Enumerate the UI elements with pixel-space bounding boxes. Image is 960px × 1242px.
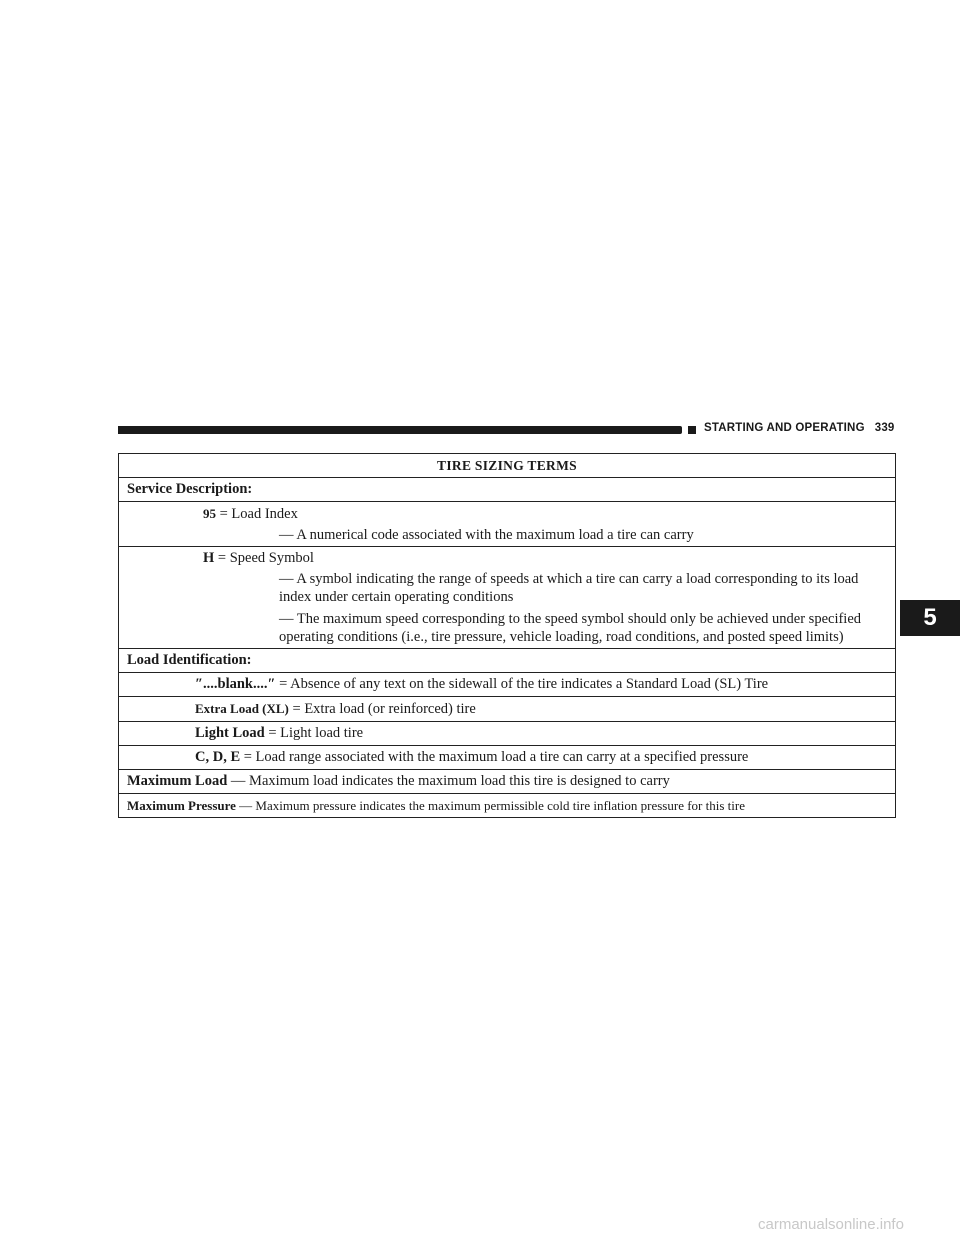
speed-symbol-line bbox=[127, 549, 887, 568]
load-identification-heading: Load Identification: bbox=[119, 648, 895, 672]
load-index-line bbox=[127, 504, 887, 524]
load-id-meaning: = Load range associated with the maximum load a tire can carry at a specified pressure bbox=[243, 749, 749, 765]
load-id-term: C, D, E bbox=[195, 749, 241, 765]
speed-symbol-meaning: = Speed Symbol bbox=[217, 550, 314, 566]
page-number: 339 bbox=[874, 422, 895, 434]
load-id-term: ″....blank....″ bbox=[195, 676, 276, 692]
load-id-term: Extra Load (XL) bbox=[195, 701, 289, 716]
load-id-meaning: = Absence of any text on the sidewall of the tire indicates a Standard Load (SL) Tire bbox=[279, 676, 769, 692]
maximum-load-meaning: — Maximum load indicates the maximum load this tire is designed to carry bbox=[230, 773, 670, 789]
speed-symbol-note: — The maximum speed corresponding to the speed symbol should only be achieved under specified operating conditions (i.e., tire pressure, vehicle loading, road conditions, and posted speed limits) bbox=[279, 611, 862, 645]
maximum-pressure-meaning: — Maximum pressure indicates the maximum permissible cold tire inflation pressure for this tire bbox=[239, 798, 745, 813]
chapter-tab: 5 bbox=[900, 600, 960, 636]
load-id-row bbox=[119, 745, 895, 769]
maximum-load-row bbox=[119, 769, 895, 793]
load-index-row bbox=[119, 501, 895, 546]
running-header bbox=[704, 422, 895, 434]
load-id-meaning: = Extra load (or reinforced) tire bbox=[292, 701, 476, 717]
load-id-row bbox=[119, 672, 895, 696]
load-index-meaning: = Load Index bbox=[219, 506, 298, 522]
service-description-heading: Service Description: bbox=[119, 477, 895, 501]
load-id-meaning: = Light load tire bbox=[268, 725, 364, 741]
load-index-code: 95 bbox=[203, 506, 216, 521]
load-id-row bbox=[119, 696, 895, 721]
load-index-note: — A numerical code associated with the maximum load a tire can carry bbox=[279, 527, 694, 543]
maximum-load-term: Maximum Load bbox=[127, 773, 228, 789]
maximum-pressure-row bbox=[119, 793, 895, 817]
table-title: TIRE SIZING TERMS bbox=[437, 458, 577, 473]
speed-symbol-code: H bbox=[203, 550, 215, 566]
watermark: carmanualsonline.info bbox=[758, 1216, 904, 1233]
speed-symbol-row bbox=[119, 546, 895, 648]
section-title: STARTING AND OPERATING bbox=[704, 422, 865, 434]
header-rule bbox=[118, 426, 682, 434]
header-rule-end bbox=[688, 426, 696, 434]
load-id-row bbox=[119, 721, 895, 745]
load-id-term: Light Load bbox=[195, 725, 265, 741]
maximum-pressure-term: Maximum Pressure bbox=[127, 798, 236, 813]
tire-sizing-terms-table bbox=[118, 453, 896, 818]
speed-symbol-note: — A symbol indicating the range of speeds at which a tire can carry a load corresponding to its load index under certain operating conditions bbox=[279, 571, 859, 605]
